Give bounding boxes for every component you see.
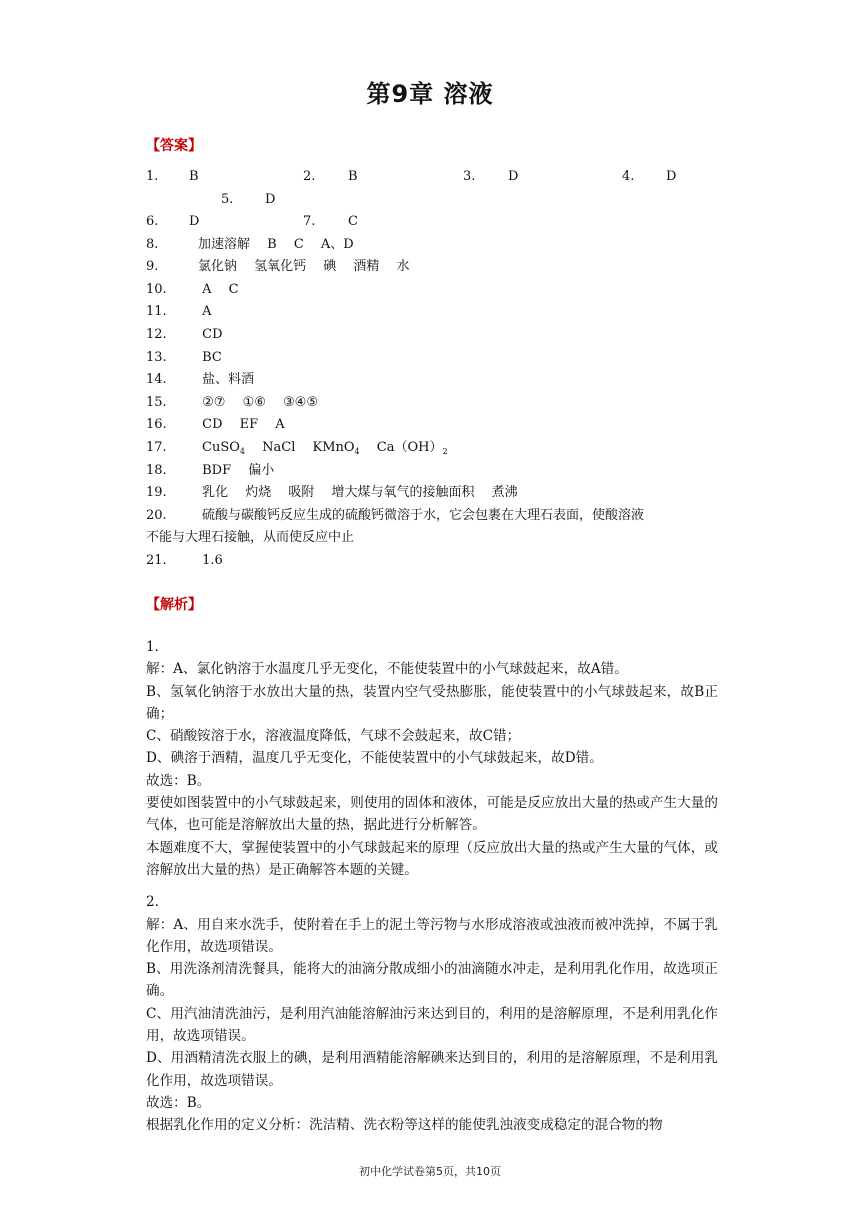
- answer-row-20-cont: [146, 527, 716, 550]
- answer-num: 17.: [146, 439, 167, 455]
- page-footer: 初中化学试卷第5页，共10页: [359, 1165, 501, 1178]
- answer-row: [146, 347, 716, 370]
- subscript: 4: [239, 446, 245, 456]
- analysis-line: D、用酒精清洗衣服上的碘，是利用酒精能溶解碘来达到目的，利用的是溶解原理，不是利用乳化作用，故选项错误。: [146, 1050, 718, 1089]
- analysis-line: C、用汽油清洗油污，是利用汽油能溶解油污来达到目的，利用的是溶解原理，不是利用乳化作用，故选项错误。: [146, 1005, 718, 1045]
- answer-num: 14.: [146, 372, 167, 388]
- answer-num: 13.: [146, 349, 167, 365]
- answer-num: 9.: [146, 259, 159, 275]
- analysis-line: 解：A、氯化钠溶于水温度几乎无变化，不能使装置中的小气球鼓起来，故A错。: [146, 661, 628, 678]
- answer-text: 硫酸与碳酸钙反应生成的硫酸钙微溶于水，它会包裹在大理石表面，使酸溶液: [202, 507, 645, 523]
- answer-value: D: [666, 169, 677, 184]
- answers-section: [146, 166, 716, 573]
- answer-row-17: [146, 437, 716, 460]
- answer-value: D: [265, 191, 276, 207]
- formula-text: NaCl KMnO: [244, 439, 355, 455]
- answer-value: D: [508, 169, 519, 184]
- analysis-num: 2.: [146, 894, 159, 911]
- formula-cuso4: CuSO: [202, 439, 240, 455]
- analysis-line: 本题难度不大，掌握使装置中的小气球鼓起来的原理（反应放出大量的热或产生大量的气体，或溶解放出大量的热）是正确解答本题的关键。: [146, 839, 718, 878]
- answer-text: ②⑦ ①⑥ ③④⑤: [198, 394, 318, 410]
- answer-num: 20.: [146, 507, 167, 523]
- answer-num: 10.: [146, 281, 167, 297]
- answer-text: BC: [198, 349, 222, 365]
- analysis-line: 故选：B。: [146, 1094, 211, 1111]
- answer-row: [146, 414, 716, 437]
- answer-num: 15.: [146, 394, 167, 410]
- analysis-line: 故选：B。: [146, 772, 211, 789]
- answer-row-6-7: [146, 211, 716, 234]
- answer-text: 盐、料酒: [198, 372, 255, 388]
- answer-text: A C: [198, 281, 239, 297]
- answer-text: 氯化钠 氢氧化钙 碘 酒精 水: [198, 259, 410, 275]
- formula-text: Ca（OH）: [359, 439, 443, 455]
- subscript: 4: [354, 446, 360, 456]
- answer-num: 16.: [146, 417, 167, 433]
- analysis-line: 根据乳化作用的定义分析：洗洁精、洗衣粉等这样的能使乳浊液变成稳定的混合物的物: [146, 1117, 663, 1134]
- answer-num: 1.: [146, 169, 159, 184]
- answer-num: 11.: [146, 304, 167, 320]
- answer-text: BDF 偏小: [198, 462, 275, 478]
- analysis-line: 要使如图装置中的小气球鼓起来，则使用的固体和液体，可能是反应放出大量的热或产生大量的气体，也可能是溶解放出大量的热，据此进行分析解答。: [146, 795, 718, 834]
- subscript: 2: [442, 446, 448, 456]
- answer-num: 19.: [146, 485, 167, 501]
- analysis-header: 【解析】: [146, 597, 202, 613]
- answer-num: 6.: [146, 214, 159, 229]
- analysis-line: B、用洗涤剂清洗餐具，能将大的油滴分散成细小的油滴随水冲走，是利用乳化作用，故选项正确。: [146, 961, 718, 1000]
- analysis-line: B、氢氧化钠溶于水放出大量的热，装置内空气受热膨胀，能使装置中的小气球鼓起来，故B正确；: [146, 683, 718, 722]
- answer-text: 加速溶解 B C A、D: [198, 236, 354, 252]
- answer-num: 4.: [622, 169, 635, 184]
- answer-text: CD: [198, 326, 223, 342]
- answer-value: B: [348, 169, 358, 184]
- answer-row-20: [146, 505, 716, 528]
- answer-row-1-5: [146, 166, 716, 211]
- answer-row: [146, 256, 716, 279]
- answer-num: 21.: [146, 552, 167, 568]
- answer-text: A: [198, 304, 212, 320]
- answer-value: C: [348, 214, 358, 229]
- answer-value: B: [189, 169, 199, 184]
- analysis-line: 解：A、用自来水洗手，使附着在手上的泥土等污物与水形成溶液或浊液而被冲洗掉，不属于乳化作用，故选项错误。: [146, 916, 718, 955]
- analysis-line: C、硝酸铵溶于水，溶液温度降低，气球不会鼓起来，故C错；: [146, 728, 521, 745]
- analysis-section: [146, 636, 718, 1137]
- answer-row: [146, 460, 716, 483]
- answer-num: 5.: [221, 191, 234, 207]
- answer-num: 18.: [146, 462, 167, 478]
- answer-num: 3.: [463, 169, 476, 184]
- analysis-num: 1.: [146, 639, 159, 655]
- analysis-block-2: [146, 891, 718, 1136]
- answer-row: [146, 324, 716, 347]
- answer-row: [146, 482, 716, 505]
- answer-row: [146, 392, 716, 415]
- answer-value: D: [189, 214, 200, 229]
- analysis-block-1: [146, 636, 718, 881]
- page-title: 第9章 溶液: [366, 80, 494, 108]
- answer-header: 【答案】: [146, 138, 202, 154]
- answer-row: [146, 369, 716, 392]
- answer-text: 乳化 灼烧 吸附 增大煤与氧气的接触面积 煮沸: [198, 485, 518, 501]
- answer-text: CD EF A: [198, 417, 285, 433]
- answer-row: [146, 234, 716, 257]
- answer-row: [146, 301, 716, 324]
- answer-row: [146, 279, 716, 302]
- answer-text: 1.6: [198, 552, 223, 568]
- answer-num: 12.: [146, 326, 167, 342]
- analysis-line: D、碘溶于酒精，温度几乎无变化，不能使装置中的小气球鼓起来，故D错。: [146, 750, 603, 767]
- answer-num: 7.: [303, 214, 316, 229]
- answer-num: 2.: [303, 169, 316, 184]
- answer-num: 8.: [146, 236, 159, 252]
- answer-text: 不能与大理石接触，从而使反应中止: [146, 530, 355, 546]
- answer-row: [146, 550, 716, 573]
